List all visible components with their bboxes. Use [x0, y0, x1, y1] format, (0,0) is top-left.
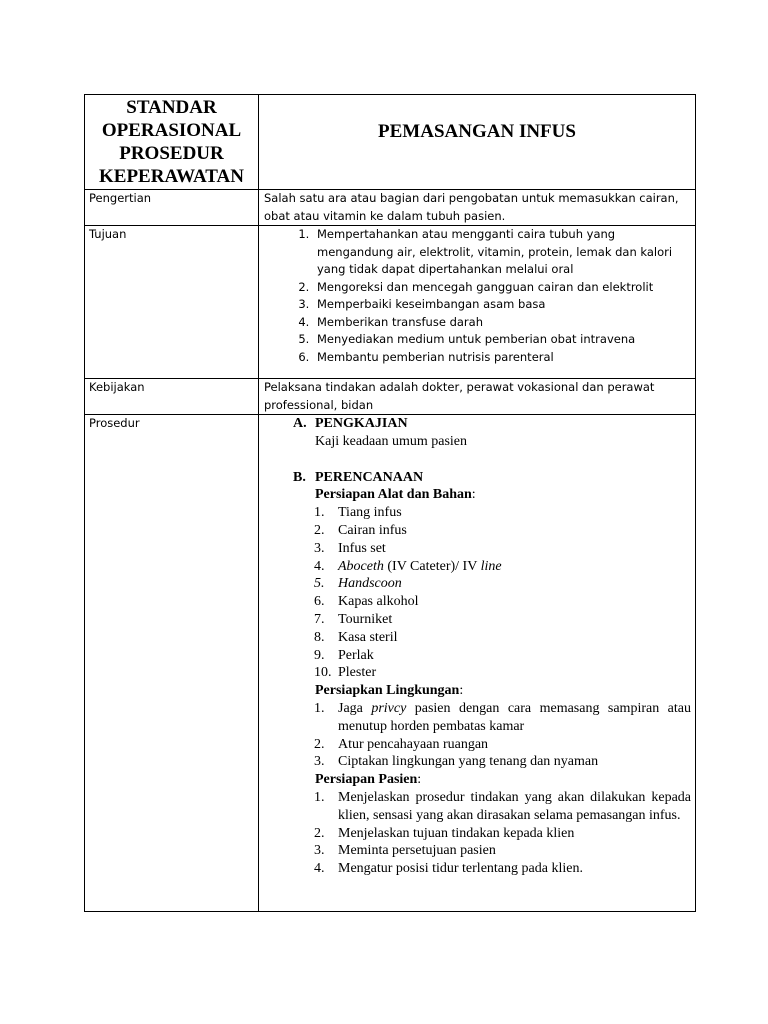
section-pengkajian: [264, 415, 691, 451]
list-item: 4. Aboceth (IV Cateter)/ IV line: [314, 558, 502, 574]
tujuan-label: Tujuan: [85, 226, 259, 379]
list-item: 10. Plester: [314, 665, 377, 681]
list-item: 1. Mempertahankan atau mengganti caira tubuh yang mengandung air, elektrolit, vitamin, protein, lemak dan kalori yang tidak dapat dipertahankan melalui oral: [313, 226, 691, 279]
list-item: 5. Menyediakan medium untuk pemberian obat intravena: [313, 331, 691, 349]
lingkungan-list: [315, 700, 691, 771]
kebijakan-row: [85, 379, 696, 415]
procedure-title: PEMASANGAN INFUS: [378, 121, 576, 142]
section-perencanaan: [264, 469, 691, 878]
list-item: 1. Tiang infus: [314, 505, 402, 521]
sop-title-line: KEPERAWATAN: [99, 166, 244, 187]
subsection-title: Persiapan Alat dan Bahan:: [315, 487, 476, 503]
subsection-title: Persiapan Pasien:: [315, 772, 422, 788]
section-title: PERENCANAAN: [315, 469, 424, 485]
prosedur-label: Prosedur: [85, 415, 259, 912]
procedure-title-cell: [259, 95, 696, 190]
list-item: 3. Ciptakan lingkungan yang tenang dan nyaman: [314, 754, 599, 770]
list-item: 4. Mengatur posisi tidur terlentang pada klien.: [314, 861, 583, 877]
tujuan-row: [85, 226, 696, 379]
section-mark: B.: [293, 469, 306, 485]
list-item: 1. Jaga privcy pasien dengan cara memasang sampiran atau menutup horden pembatas kamar: [314, 700, 691, 734]
list-item: 8. Kasa steril: [314, 629, 398, 645]
list-item: 1. Menjelaskan prosedur tindakan yang akan dilakukan kepada klien, sensasi yang akan dirasakan selama pemasangan infus.: [314, 789, 691, 823]
sop-title-line: OPERASIONAL: [101, 120, 242, 141]
list-item: 3. Infus set: [314, 540, 386, 556]
pengertian-label: Pengertian: [85, 190, 259, 226]
list-item: 3. Memperbaiki keseimbangan asam basa: [313, 296, 691, 314]
list-item: 6. Membantu pemberian nutrisis parenteral: [313, 349, 691, 367]
list-item: 2. Cairan infus: [314, 522, 407, 538]
list-item: 3. Meminta persetujuan pasien: [314, 843, 496, 859]
list-item: 9. Perlak: [314, 647, 374, 663]
sop-title-line: STANDAR: [126, 97, 217, 118]
subsection-title: Persiapkan Lingkungan:: [315, 683, 464, 699]
section-text: Kaji keadaan umum pasien: [315, 433, 468, 449]
sop-title-cell: [85, 95, 259, 190]
list-item: 5. Handscoon: [314, 576, 402, 592]
list-item: 7. Tourniket: [314, 611, 393, 627]
header-row: [85, 95, 696, 190]
kebijakan-text: Pelaksana tindakan adalah dokter, perawat vokasional dan perawat professional, bidan: [259, 379, 696, 415]
prosedur-cell: [259, 415, 696, 912]
list-item: 2. Mengoreksi dan mencegah gangguan cairan dan elektrolit: [313, 279, 691, 297]
list-item: 2. Menjelaskan tujuan tindakan kepada klien: [314, 825, 575, 841]
list-item: 2. Atur pencahayaan ruangan: [314, 736, 489, 752]
sop-title-line: PROSEDUR: [119, 143, 224, 164]
sop-table: [84, 94, 696, 912]
pengertian-row: [85, 190, 696, 226]
tujuan-cell: [259, 226, 696, 379]
pasien-list: [315, 789, 691, 878]
tujuan-list: [264, 226, 691, 366]
alat-list: [315, 504, 691, 682]
section-title: PENGKAJIAN: [315, 416, 408, 431]
section-mark: A.: [293, 416, 307, 431]
list-item: 4. Memberikan transfuse darah: [313, 314, 691, 332]
kebijakan-label: Kebijakan: [85, 379, 259, 415]
pengertian-text: Salah satu ara atau bagian dari pengobatan untuk memasukkan cairan, obat atau vitamin ke dalam tubuh pasien.: [259, 190, 696, 226]
prosedur-row: [85, 415, 696, 912]
list-item: 6. Kapas alkohol: [314, 594, 419, 610]
